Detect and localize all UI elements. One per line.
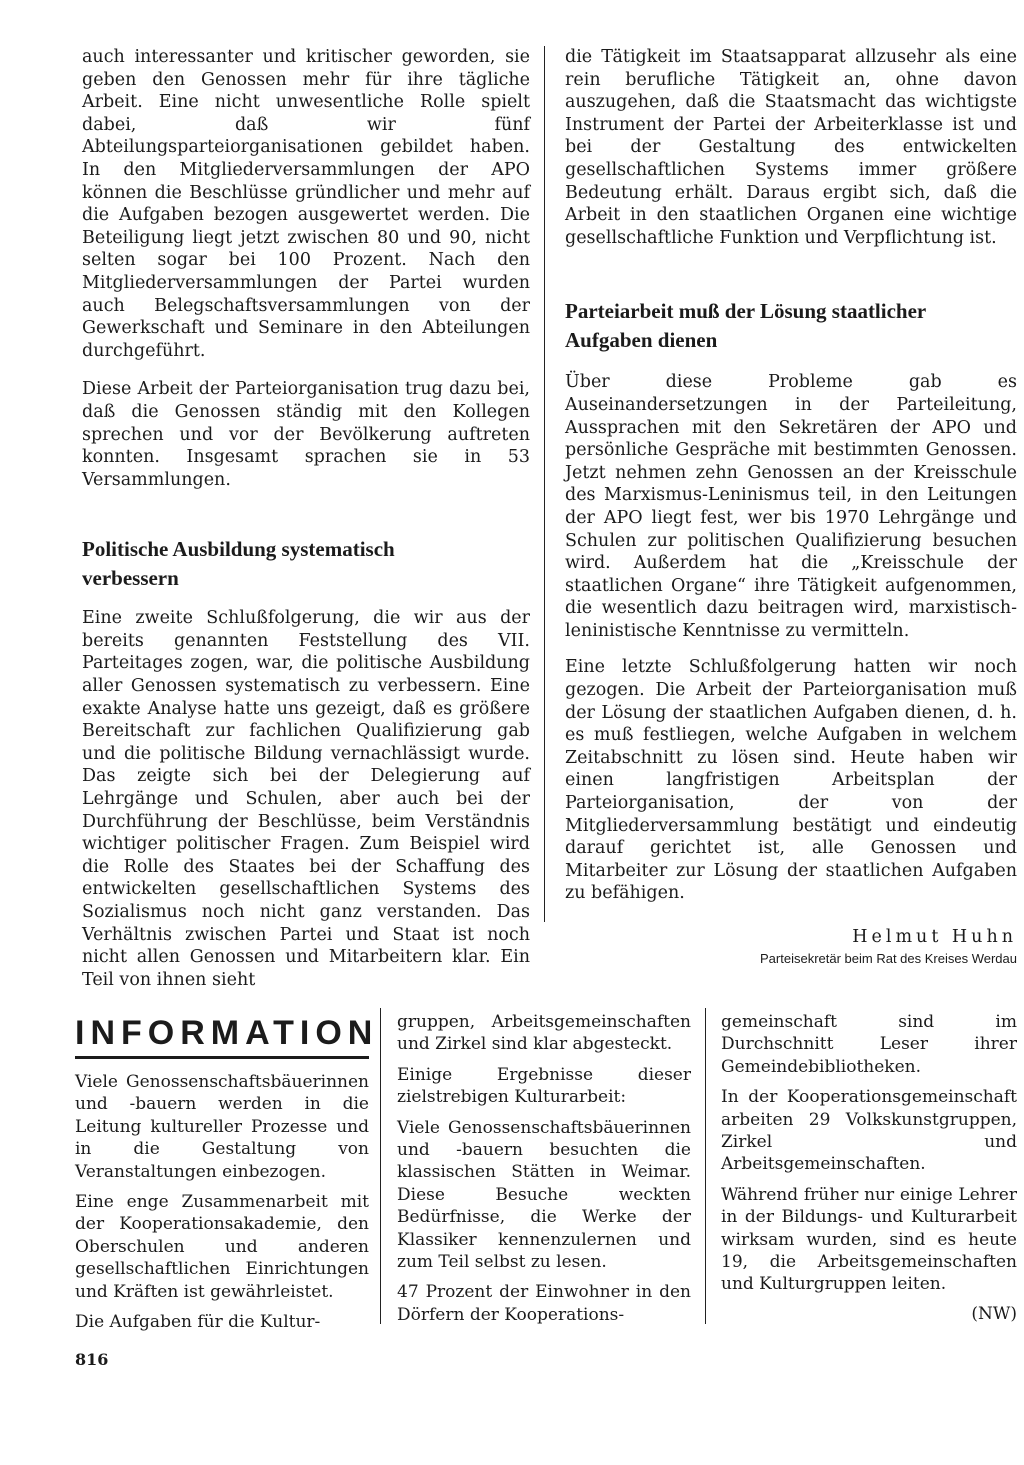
info-c2-p2: Einige Ergebnisse dieser zielstrebigen Kulturarbeit:	[397, 1064, 691, 1108]
info-source: (NW)	[971, 1303, 1017, 1324]
right-column	[565, 46, 1017, 966]
info-column-2	[397, 1011, 691, 1326]
info-column-1	[75, 1014, 379, 1333]
info-c3-p3: Während früher nur einige Lehrer in der Bildungs- und Kulturarbeit wirksam wurden, sind es heute 19, die Arbeitsgemeinschaften und Kulturgruppen leiten.	[721, 1184, 1017, 1295]
right-section-heading: Parteiarbeit muß der Lösung staatlicher Aufgaben dienen	[565, 299, 926, 353]
info-title-underline	[75, 1056, 369, 1059]
info-title-text: INFORMATION	[75, 1014, 379, 1052]
left-section-heading: Politische Ausbildung systematisch verbessern	[82, 537, 395, 591]
right-paragraph-1: die Tätigkeit im Staatsapparat allzusehr als eine rein berufliche Tätigkeit an, ohne davon auszugehen, daß die Staatsmacht das wichtigste Instrument der Partei der Arbeiterklasse ist und bei der Gestaltung des entwickelten gesellschaftlichen Systems immer größere Bedeutung erhält. Daraus ergibt sich, daß die Arbeit in den staatlichen Organen eine wichtige gesellschaftliche Funktion und Verpflichtung ist.	[565, 47, 1017, 248]
info-divider-2	[705, 1008, 706, 1324]
left-paragraph-1: auch interessanter und kritischer geworden, sie geben den Genossen mehr für ihre tägliche Arbeit. Eine nicht unwesentliche Rolle spielt dabei, daß wir fünf Abteilungsparteiorganisationen gebildet haben. In den Mitgliederversammlungen der APO können die Beschlüsse gründlicher und mehr auf die Aufgaben bezogen ausgewertet werden. Die Beteiligung liegt jetzt zwischen 80 und 90, nicht selten sogar bei 100 Prozent. Nach den Mitgliederversammlungen der Partei wurden auch Belegschaftsversammlungen von der Gewerkschaft und Seminare in den Abteilungen durchgeführt.	[82, 47, 530, 361]
author-role: Parteisekretär beim Rat des Kreises Werdau	[760, 951, 1017, 966]
right-paragraph-2: Über diese Probleme gab es Auseinandersetzungen in der Parteileitung, Aussprachen mit den Sekretären der APO und persönliche Gespräche mit bestimmten Genossen. Jetzt nehmen zehn Genossen an der Kreisschule des Marxismus-Leninismus teil, in den Leitungen der APO liegt fest, wer bis 1970 Lehrgänge und Schulen zur politischen Qualifizierung besuchen wird. Außerdem hat die „Kreisschule der staatlichen Organe“ ihre Tätigkeit aufgenommen, die wesentlich dazu beitragen wird, marxistisch-leninistische Kenntnisse zu vermitteln.	[565, 372, 1017, 641]
left-column	[82, 46, 530, 991]
info-c1-p3: Die Aufgaben für die Kultur-	[75, 1312, 321, 1333]
info-column-3	[721, 1011, 1017, 1324]
info-c3-p1: gemeinschaft sind im Durchschnitt Leser ihrer Gemeindebibliotheken.	[721, 1012, 1017, 1077]
author-name: Helmut Huhn	[852, 927, 1017, 947]
column-divider-top	[544, 46, 545, 922]
info-c2-p4: 47 Prozent der Einwohner in den Dörfern der Kooperations-	[397, 1282, 691, 1325]
info-c1-p1: Viele Genossenschaftsbäuerinnen und -bauern werden in die Leitung kultureller Prozesse und in die Gestaltung von Veranstaltungen einbezogen.	[75, 1072, 369, 1182]
info-divider-1	[380, 1008, 381, 1324]
left-paragraph-2: Diese Arbeit der Parteiorganisation trug dazu bei, daß die Genossen ständig mit den Kollegen sprechen und vor der Bevölkerung auftreten konnten. Insgesamt sprachen sie in 53 Versammlungen.	[82, 379, 530, 490]
left-paragraph-3: Eine zweite Schlußfolgerung, die wir aus der bereits genannten Feststellung des VII. Parteitages zogen, war, die politische Ausbildung aller Genossen systematisch zu verbessern. Eine exakte Analyse hatte uns gezeigt, daß es größere Bereitschaft zur fachlichen Qualifizierung gab und die politische Bildung vernachlässigt wurde. Das zeigte sich bei der Delegierung auf Lehrgänge und Schulen, aber auch bei der Durchführung der Beschlüsse, beim Verständnis wichtiger politischer Fragen. Zum Beispiel wird die Rolle des Staates bei der Schaffung des entwickelten gesellschaftlichen Systems des Sozialismus noch nicht ganz verstanden. Das Verhältnis zwischen Partei und Staat ist noch nicht allen Genossen und Mitarbeitern klar. Ein Teil von ihnen sieht	[82, 608, 530, 990]
info-c3-p2: In der Kooperationsgemeinschaft arbeiten 29 Volkskunstgruppen, Zirkel und Arbeitsgemeinschaften.	[721, 1087, 1017, 1175]
page-number: 816	[75, 1350, 109, 1369]
info-c2-p3: Viele Genossenschaftsbäuerinnen und -bauern besuchten die klassischen Stätten in Weimar. Diese Besuche weckten Bedürfnisse, die Werke der Klassiker kennenzulernen und zum Teil selbst zu lesen.	[397, 1117, 691, 1273]
info-c1-p2: Eine enge Zusammenarbeit mit der Kooperationsakademie, den Oberschulen und anderen gesellschaftlichen Einrichtungen und Kräften ist gewährleistet.	[75, 1192, 369, 1302]
info-title	[75, 1014, 379, 1059]
info-c2-p1: gruppen, Arbeitsgemeinschaften und Zirkel sind klar abgesteckt.	[397, 1012, 691, 1055]
right-paragraph-3: Eine letzte Schlußfolgerung hatten wir noch gezogen. Die Arbeit der Parteiorganisation muß der Lösung der staatlichen Aufgaben dienen, d. h. es muß festliegen, welche Aufgaben in welchem Zeitabschnitt zu lösen sind. Heute haben wir einen langfristigen Arbeitsplan der Parteiorganisation, der von der Mitgliederversammlung bestätigt und eindeutig darauf gerichtet ist, alle Genossen und Mitarbeiter zur Lösung der staatlichen Aufgaben zu befähigen.	[565, 657, 1017, 904]
